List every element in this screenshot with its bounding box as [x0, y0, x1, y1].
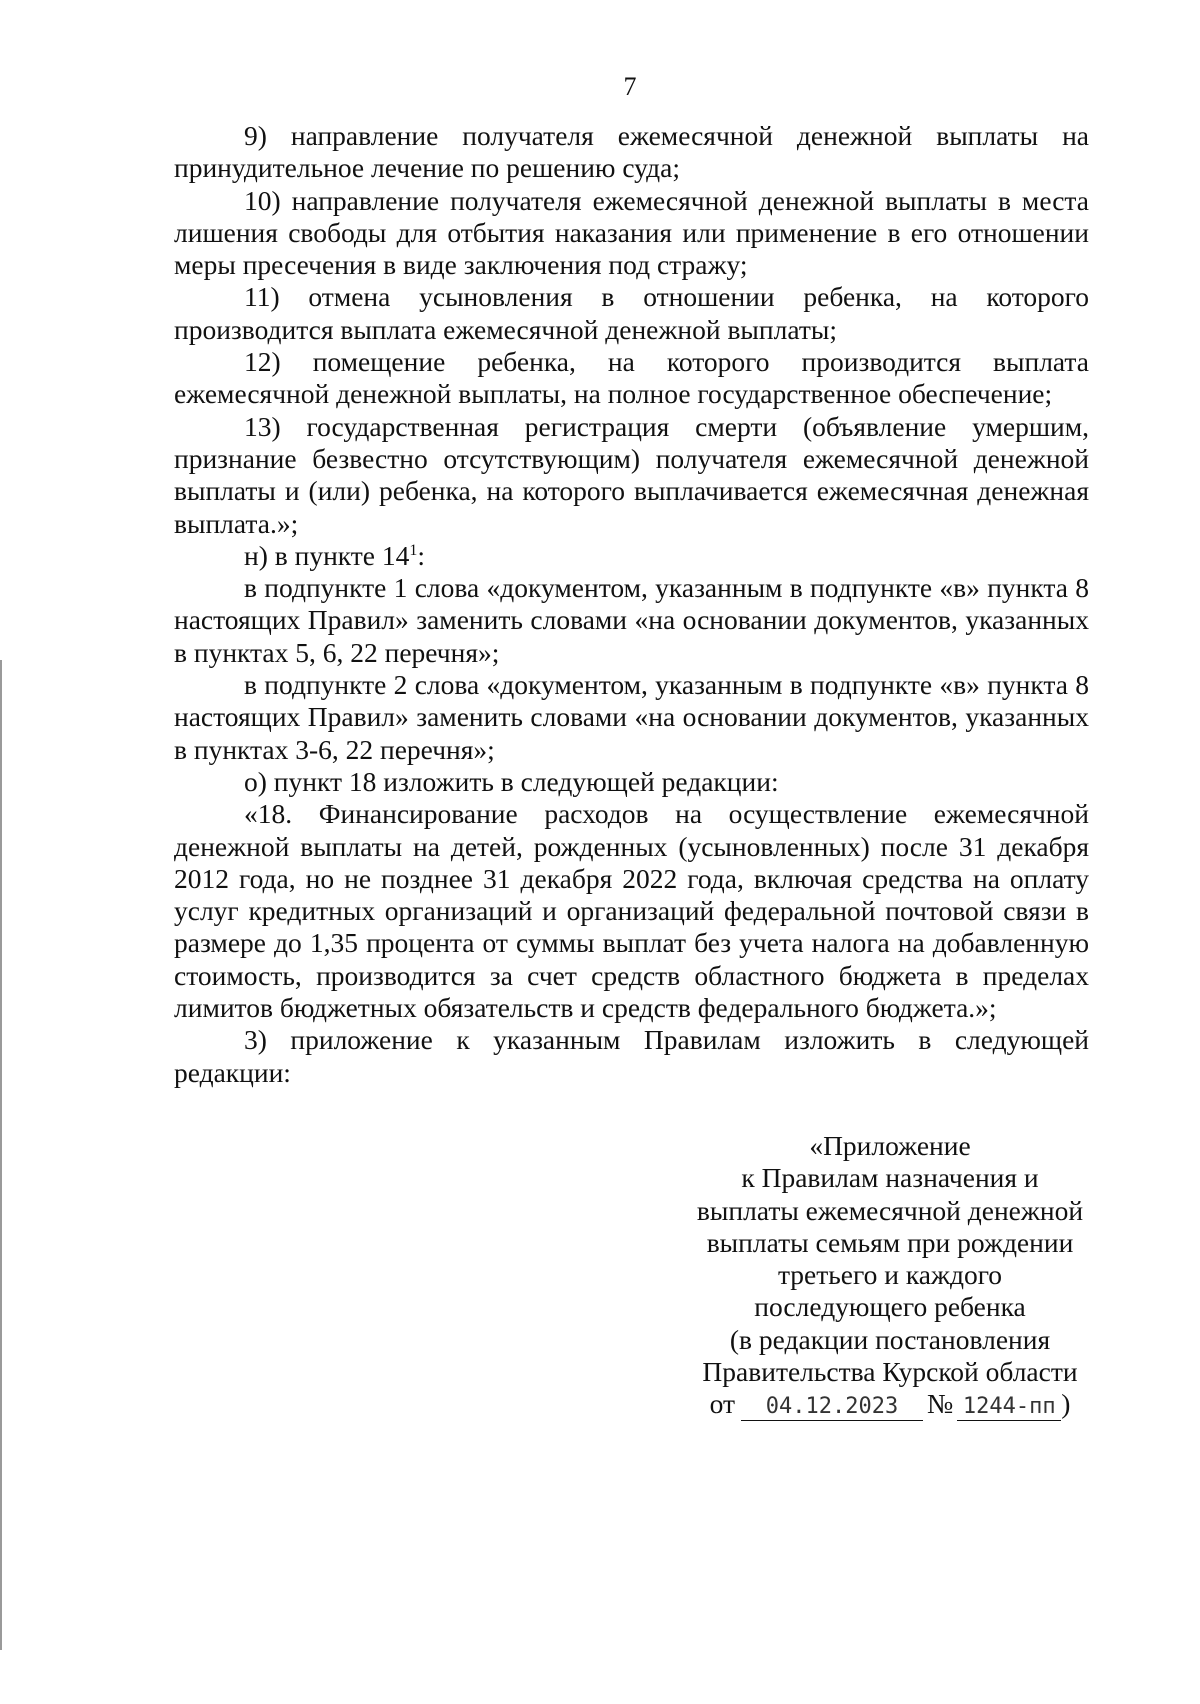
- document-body: [174, 120, 1089, 1089]
- item-n-suffix: :: [417, 539, 426, 571]
- paragraph-item-9: 9) направление получателя ежемесячной денежной выплаты на принудительное лечение по решению суда;: [174, 120, 1089, 184]
- paragraph-item-10: 10) направление получателя ежемесячной денежной выплаты в места лишения свободы для отбытия наказания или применение в его отношении меры пресечения в виде заключения под стражу;: [174, 184, 1089, 281]
- appendix-header: [685, 1130, 1095, 1421]
- appendix-line: «Приложение: [809, 1130, 971, 1161]
- appendix-line: третьего и каждого: [777, 1259, 1003, 1291]
- number-field: 1244-пп: [957, 1394, 1061, 1421]
- appendix-date-number-line: [685, 1388, 1095, 1421]
- appendix-line: выплаты семьям при рождении: [706, 1226, 1074, 1258]
- paragraph-item-n: [174, 540, 1089, 572]
- date-field: 04.12.2023: [741, 1394, 923, 1421]
- paragraph-item-13: 13) государственная регистрация смерти (объявление умершим, признание безвестно отсутствующим) получателя ежемесячной денежной выплаты и (или) ребенка, на которого выплачивается ежемесячная денежная выплата.»;: [174, 410, 1089, 539]
- date-prefix: от: [709, 1388, 735, 1420]
- paragraph-item-12: 12) помещение ребенка, на которого производится выплата ежемесячной денежной выплаты, на полное государственное обеспечение;: [174, 346, 1089, 410]
- number-sign: №: [926, 1388, 954, 1420]
- paragraph-item-3: 3) приложение к указанным Правилам изложить в следующей редакции:: [174, 1024, 1089, 1088]
- item-n-prefix: н) в пункте 14: [244, 539, 410, 571]
- appendix-line: выплаты ежемесячной денежной: [696, 1194, 1084, 1226]
- paragraph-item-o: о) пункт 18 изложить в следующей редакции:: [244, 765, 779, 797]
- paragraph-item-11: 11) отмена усыновления в отношении ребенка, на которого производится выплата ежемесячной денежной выплаты;: [174, 281, 1089, 345]
- scan-edge-mark: [0, 660, 2, 1650]
- page-number: 7: [623, 72, 637, 101]
- paragraph-subpoint-2: в подпункте 2 слова «документом, указанным в подпункте «в» пункта 8 настоящих Правил» заменить словами «на основании документов, указанных в пунктах 3-6, 22 перечня»;: [174, 669, 1089, 765]
- appendix-line: Правительства Курской области: [702, 1356, 1078, 1388]
- paragraph-point-18: «18. Финансирование расходов на осуществление ежемесячной денежной выплаты на детей, рожденных (усыновленных) после 31 декабря 2012 года, но не позднее 31 декабря 2022 года, включая средства на оплату услуг кредитных организаций и организаций федеральной почтовой связи в размере до 1,35 процента от суммы выплат без учета налога на добавленную стоимость, производится за счет средств областного бюджета в пределах лимитов бюджетных обязательств и средств федерального бюджета.»;: [174, 798, 1089, 1024]
- closing-paren: ): [1061, 1388, 1071, 1420]
- appendix-line: (в редакции постановления: [729, 1323, 1051, 1355]
- appendix-line: последующего ребенка: [754, 1291, 1026, 1323]
- appendix-line: к Правилам назначения и: [741, 1162, 1039, 1194]
- item-n-superscript: 1: [409, 541, 418, 559]
- paragraph-subpoint-1: в подпункте 1 слова «документом, указанным в подпункте «в» пункта 8 настоящих Правил» заменить словами «на основании документов, указанных в пунктах 5, 6, 22 перечня»;: [174, 572, 1089, 668]
